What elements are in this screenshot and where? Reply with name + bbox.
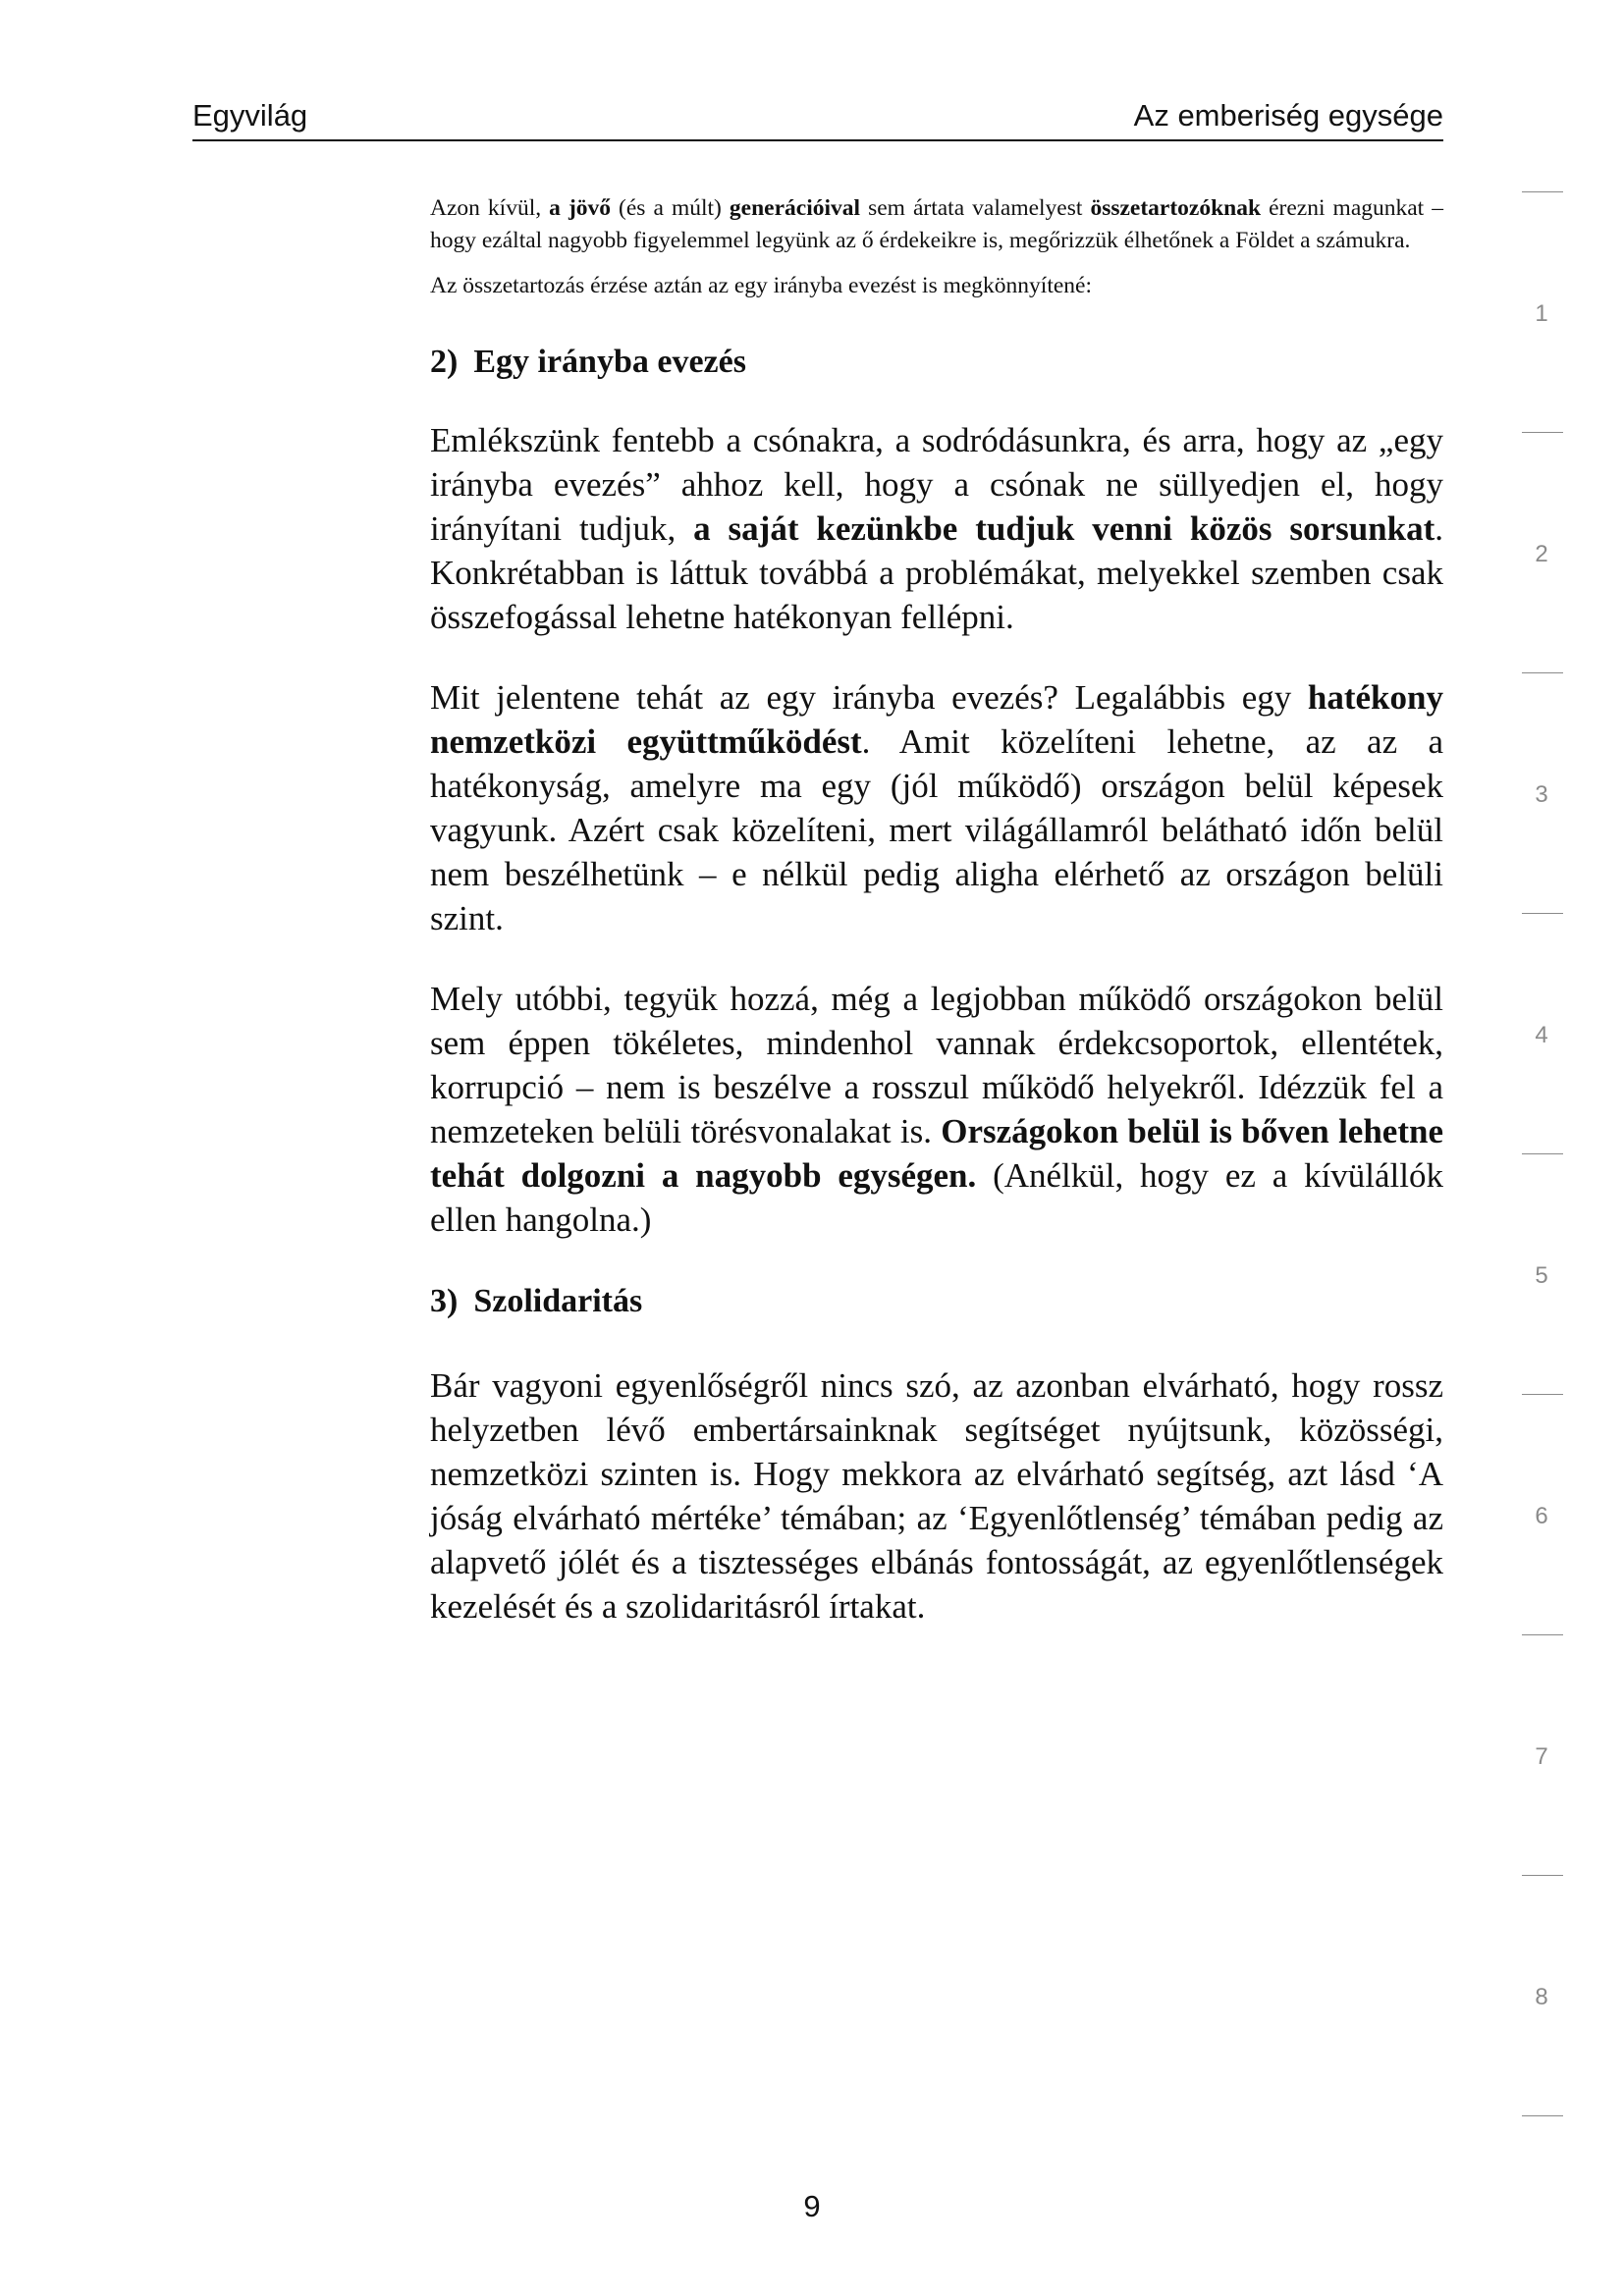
section-2-number: 2) xyxy=(430,344,459,380)
margin-rule xyxy=(1522,191,1563,192)
bold-run: hatékony nemzetközi együttműködést xyxy=(430,678,1443,761)
section-3-paragraph-1 xyxy=(430,1363,1443,1629)
margin-number: 8 xyxy=(1535,1984,1548,2010)
section-2-paragraph-3 xyxy=(430,977,1443,1242)
page-header xyxy=(192,94,1443,141)
page-number: 9 xyxy=(803,2189,821,2223)
section-2-paragraph-1 xyxy=(430,418,1443,639)
page-body xyxy=(430,192,1443,1629)
margin-rule xyxy=(1522,672,1563,673)
text-run: Mit jelentene tehát az egy irányba evezés? Legalábbis egy xyxy=(430,678,1308,717)
margin-rule xyxy=(1522,2115,1563,2116)
section-3-number: 3) xyxy=(430,1283,459,1319)
margin-number: 2 xyxy=(1535,541,1548,567)
margin-rule xyxy=(1522,1153,1563,1154)
margin-number: 5 xyxy=(1535,1262,1548,1289)
intro-paragraph-2: Az összetartozás érzése aztán az egy irányba evezést is megkönnyítené: xyxy=(430,273,1092,298)
text-run: Emlékszünk fentebb a csónakra, a sodródásunkra, és arra, hogy az „egy irányba evezés” ahhoz kell, hogy a csónak ne süllyedjen el, hogy irányítani tudjuk, xyxy=(430,421,1443,548)
section-3-heading xyxy=(430,1283,1443,1320)
text-run: . Konkrétabban is láttuk továbbá a problémákat, melyekkel szemben csak összefogással lehetne hatékonyan fellépni. xyxy=(430,509,1443,636)
bold-run: generációival xyxy=(729,195,861,221)
section-2-heading xyxy=(430,344,1443,381)
bold-run: a jövő xyxy=(549,195,612,221)
text-run: Bár vagyoni egyenlőségről nincs szó, az azonban elvárható, hogy rossz helyzetben lévő embertársainknak segítséget nyújtsunk, közösségi, nemzetközi szinten is. Hogy mekkora az elvárható segítség, azt lásd ‘A jóság elvárható mértéke’ témában; az ‘Egyenlőtlenség’ témában pedig az alapvető jólét és a tisztességes elbánás fontosságát, az egyenlőtlenségek kezelését és a szolidaritásról írtakat. xyxy=(430,1366,1443,1626)
margin-number: 3 xyxy=(1535,781,1548,808)
section-2-title: Egy irányba evezés xyxy=(473,344,746,380)
margin-rule xyxy=(1522,1394,1563,1395)
margin-rule xyxy=(1522,1875,1563,1876)
header-chapter-title: Az emberiség egysége xyxy=(1133,98,1443,133)
text-run: . Amit közelíteni lehetne, az az a hatékonyság, amelyre ma egy (jól működő) országon belül képesek vagyunk. Azért csak közelíteni, mert világállamról belátható időn belül nem beszélhetünk – e nélkül pedig aligha elérhető az országon belüli szint. xyxy=(430,722,1443,937)
text-run: (és a múlt) xyxy=(611,195,730,221)
header-book-title: Egyvilág xyxy=(192,98,308,133)
margin-number: 4 xyxy=(1535,1022,1548,1048)
bold-run: Országokon belül is bőven lehetne tehát dolgozni a nagyobb egységen. xyxy=(430,1112,1443,1195)
margin-number: 6 xyxy=(1535,1503,1548,1529)
text-run: (Anélkül, hogy ez a kívülállók ellen hangolna.) xyxy=(430,1156,1443,1239)
section-2-paragraph-2 xyxy=(430,675,1443,940)
margin-number: 7 xyxy=(1535,1743,1548,1770)
margin-rule xyxy=(1522,913,1563,914)
margin-rule xyxy=(1522,1634,1563,1635)
text-run: Azon kívül, xyxy=(430,195,550,221)
intro-paragraph-1 xyxy=(430,192,1443,257)
margin-number: 1 xyxy=(1535,300,1548,327)
bold-run: összetartozóknak xyxy=(1090,195,1262,221)
text-run: Mely utóbbi, tegyük hozzá, még a legjobban működő országokon belül sem éppen tökéletes, mindenhol vannak érdekcsoportok, ellentétek, korrupció – nem is beszélve a rosszul működő helyekről. Idézzük fel a nemzeteken belüli törésvonalakat is. xyxy=(430,980,1443,1150)
margin-rule xyxy=(1522,432,1563,433)
bold-run: a saját kezünkbe tudjuk venni közös sorsunkat xyxy=(693,509,1435,548)
text-run: sem ártata valamelyest xyxy=(860,195,1091,221)
section-3-title: Szolidaritás xyxy=(473,1283,643,1319)
text-run: érezni magunkat – hogy ezáltal nagyobb figyelemmel legyünk az ő érdekeikre is, megőrizzük élhetőnek a Földet a számukra. xyxy=(430,195,1443,253)
